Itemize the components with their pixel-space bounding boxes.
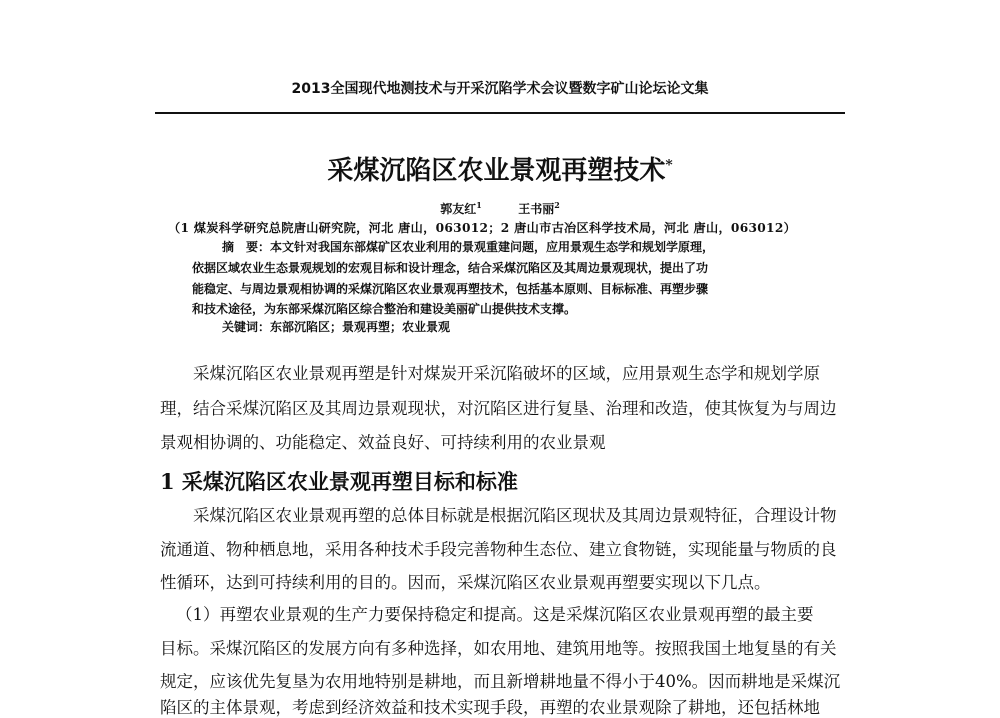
intro-line: 理，结合采煤沉陷区及其周边景观现状，对沉陷区进行复垦、治理和改造，使其恢复为与周边 — [160, 399, 837, 418]
keywords: 关键词：东部沉陷区；景观再塑；农业景观 — [222, 320, 451, 334]
body-line: 采煤沉陷区农业景观再塑的总体目标就是根据沉陷区现状及其周边景观特征，合理设计物 — [193, 506, 837, 525]
author-sup: 2 — [554, 200, 560, 210]
intro-line: 景观相协调的、功能稳定、效益良好、可持续利用的农业景观 — [160, 433, 606, 452]
running-header: 2013全国现代地测技术与开采沉陷学术会议暨数字矿山论坛论文集 — [291, 81, 709, 97]
author-name: 王书丽 — [518, 202, 555, 216]
body-line: 规定，应该优先复垦为农用地特别是耕地，而且新增耕地量不得小于40%。因而耕地是采煤沉 — [160, 672, 841, 691]
paper-title — [0, 150, 1000, 187]
authors — [0, 200, 1000, 217]
author-sup: 1 — [476, 200, 482, 210]
header-rule — [155, 112, 845, 114]
intro-line: 采煤沉陷区农业景观再塑是针对煤炭开采沉陷破坏的区域，应用景观生态学和规划学原 — [193, 364, 820, 383]
section-heading: 1 采煤沉陷区农业景观再塑目标和标准 — [160, 469, 518, 494]
abstract-line: 和技术途径，为东部采煤沉陷区综合整治和建设美丽矿山提供技术支撑。 — [192, 302, 577, 316]
title-footnote-mark: * — [665, 157, 673, 174]
affiliation: （1 煤炭科学研究总院唐山研究院，河北 唐山，063012；2 唐山市古冶区科学技术局，河北 唐山，063012） — [168, 221, 797, 235]
body-line: 流通道、物种栖息地，采用各种技术手段完善物种生态位、建立食物链，实现能量与物质的良 — [160, 540, 837, 559]
body-line: 性循环，达到可持续利用的目的。因而，采煤沉陷区农业景观再塑要实现以下几点。 — [160, 573, 771, 592]
abstract-line: 摘 要：本文针对我国东部煤矿区农业利用的景观重建问题，应用景观生态学和规划学原理， — [222, 240, 715, 254]
abstract-line: 能稳定、与周边景观相协调的采煤沉陷区农业景观再塑技术，包括基本原则、目标标准、再塑步骤 — [192, 282, 709, 296]
body-line: 陷区的主体景观，考虑到经济效益和技术实现手段，再塑的农业景观除了耕地，还包括林地 — [160, 698, 820, 717]
body-line: （1）再塑农业景观的生产力要保持稳定和提高。这是采煤沉陷区农业景观再塑的最主要 — [176, 605, 814, 624]
abstract-line: 依据区域农业生态景观规划的宏观目标和设计理念，结合采煤沉陷区及其周边景观现状，提出了功 — [192, 261, 709, 275]
title-text: 采煤沉陷区农业景观再塑技术 — [327, 156, 666, 186]
author-name: 郭友红 — [440, 202, 477, 216]
body-line: 目标。采煤沉陷区的发展方向有多种选择，如农用地、建筑用地等。按照我国土地复垦的有关 — [160, 639, 837, 658]
